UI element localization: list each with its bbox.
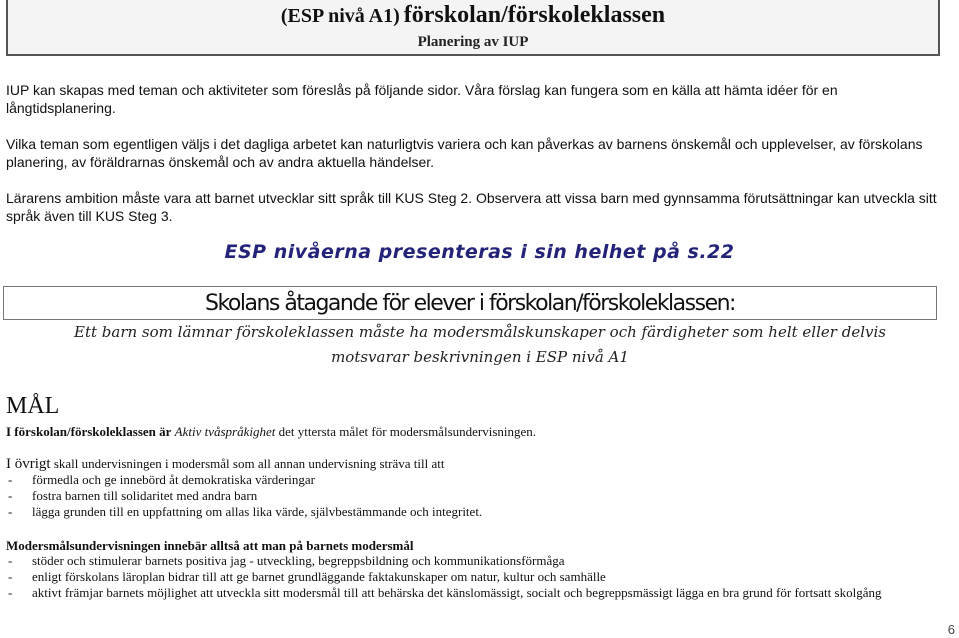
- commitment-title: Skolans åtagande för elever i förskolan/förskoleklassen:: [205, 291, 735, 316]
- mother-tongue-heading: Modersmålsundervisningen innebär alltså att man på barnets modersmål: [6, 538, 414, 553]
- commitment-title-box: [3, 286, 937, 320]
- goal-statement: [6, 424, 946, 440]
- list-item: - lägga grunden till en uppfattning om allas lika värde, självbestämmande och integritet.: [6, 504, 946, 520]
- ovrigt-list: [6, 472, 946, 520]
- list-item: - förmedla och ge innebörd åt demokratiska värderingar: [6, 472, 946, 488]
- intro-paragraph-1: IUP kan skapas med teman och aktiviteter som föreslås på följande sidor. Våra förslag kan fungera som en källa att hämta idéer för en långtidsplanering.: [6, 82, 838, 116]
- intro-paragraph-2: Vilka teman som egentligen väljs i det dagliga arbetet kan naturligtvis variera och kan påverkas av barnens önskemål och upplevelser, av förskolans planering, av föräldrarnas önskemål och av andra aktuella händelser.: [6, 136, 923, 170]
- list-item: - fostra barnen till solidaritet med andra barn: [6, 488, 946, 504]
- mother-tongue-list: [6, 553, 951, 601]
- goal-statement-bold: I förskolan/förskoleklassen är: [6, 424, 172, 439]
- esp-levels-note: ESP nivåerna presenteras i sin helhet på s.22: [224, 241, 735, 263]
- goal-statement-italic: Aktiv tvåspråkighet: [174, 424, 276, 439]
- goal-heading: MÅL: [6, 393, 60, 419]
- list-item: - stöder och stimulerar barnets positiva jag - utveckling, begreppsbildning och kommunikationsförmåga: [6, 553, 951, 569]
- ovrigt-lead-rest: skall undervisningen i modersmål som all annan undervisning sträva till att: [53, 456, 445, 471]
- ovrigt-lead: [6, 456, 946, 472]
- page-number: 6: [947, 622, 955, 637]
- commitment-text: Ett barn som lämnar förskoleklassen måste ha modersmålskunskaper och färdigheter som helt eller delvis motsvarar beskrivningen i ESP nivå A1: [74, 323, 886, 366]
- title-main: förskolan/förskoleklassen: [403, 2, 666, 28]
- title-box: [6, 0, 940, 56]
- ovrigt-lead-big: I övrigt: [6, 456, 51, 472]
- intro-paragraph-3: Lärarens ambition måste vara att barnet utvecklar sitt språk till KUS Steg 2. Observera att vissa barn med gynnsamma förutsättningar kan utveckla sitt språk även till KUS Steg 3.: [6, 190, 937, 224]
- list-item: - aktivt främjar barnets möjlighet att utveckla sitt modersmål till att behärska det känslomässigt, socialt och begreppsmässigt lägga en bra grund för fortsatt skolgång: [6, 585, 951, 601]
- list-item: - enligt förskolans läroplan bidrar till att ge barnet grundläggande faktakunskaper om natur, kultur och samhälle: [6, 569, 951, 585]
- page-subtitle: Planering av IUP: [417, 34, 529, 50]
- title-prefix: (ESP nivå A1): [280, 5, 400, 27]
- goal-statement-rest: det yttersta målet för modersmålsundervisningen.: [278, 424, 537, 439]
- page-title: [8, 2, 938, 29]
